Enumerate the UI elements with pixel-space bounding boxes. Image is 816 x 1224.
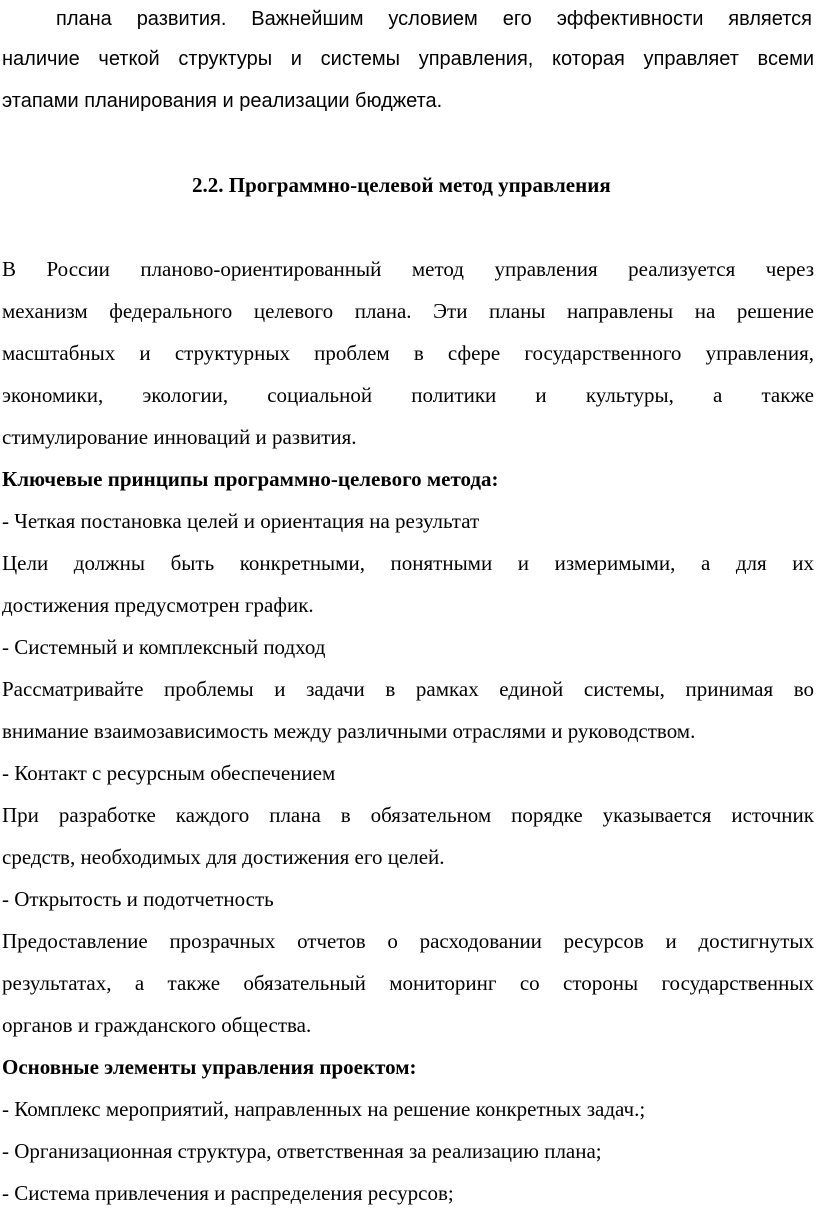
principle-2-line-1: Рассматривайте проблемы и задачи в рамках единой системы, принимая во: [2, 677, 814, 701]
principle-3-line-1: При разработке каждого плана в обязательном порядке указывается источник: [2, 803, 814, 827]
principle-2-line-2: внимание взаимозависимость между различными отраслями и руководством.: [2, 719, 696, 743]
paragraph-line-3: масштабных и структурных проблем в сфере государственного управления,: [2, 341, 814, 365]
elements-item-1: - Комплекс мероприятий, направленных на решение конкретных задач.;: [2, 1097, 646, 1121]
intro-line-2: наличие четкой структуры и системы управления, которая управляет всеми: [2, 48, 814, 70]
intro-line-3: этапами планирования и реализации бюджета.: [2, 90, 443, 112]
principle-4-line-1: Предоставление прозрачных отчетов о расходовании ресурсов и достигнутых: [2, 929, 814, 953]
paragraph-line-5: стимулирование инноваций и развития.: [2, 425, 357, 449]
principles-heading: Ключевые принципы программно-целевого метода:: [2, 467, 499, 491]
paragraph-line-1: В России планово-ориентированный метод управления реализуется через: [2, 257, 814, 281]
intro-line-1: плана развития. Важнейшим условием его эффективности является: [56, 8, 812, 30]
elements-item-2: - Организационная структура, ответственная за реализацию плана;: [2, 1139, 602, 1163]
principle-3-line-2: средств, необходимых для достижения его целей.: [2, 845, 445, 869]
principle-1-title: - Четкая постановка целей и ориентация на результат: [2, 509, 480, 533]
principle-1-line-2: достижения предусмотрен график.: [2, 593, 314, 617]
section-heading: 2.2. Программно-целевой метод управления: [192, 173, 611, 197]
principle-4-title: - Открытость и подотчетность: [2, 887, 274, 911]
elements-heading: Основные элементы управления проектом:: [2, 1055, 417, 1079]
principle-2-title: - Системный и комплексный подход: [2, 635, 326, 659]
principle-1-line-1: Цели должны быть конкретными, понятными и измеримыми, а для их: [2, 551, 814, 575]
paragraph-line-2: механизм федерального целевого плана. Эти планы направлены на решение: [2, 299, 814, 323]
elements-item-3: - Система привлечения и распределения ресурсов;: [2, 1181, 454, 1205]
principle-4-line-2: результатах, а также обязательный мониторинг со стороны государственных: [2, 971, 814, 995]
principle-4-line-3: органов и гражданского общества.: [2, 1013, 312, 1037]
principle-3-title: - Контакт с ресурсным обеспечением: [2, 761, 336, 785]
paragraph-line-4: экономики, экологии, социальной политики и культуры, а также: [2, 383, 814, 407]
